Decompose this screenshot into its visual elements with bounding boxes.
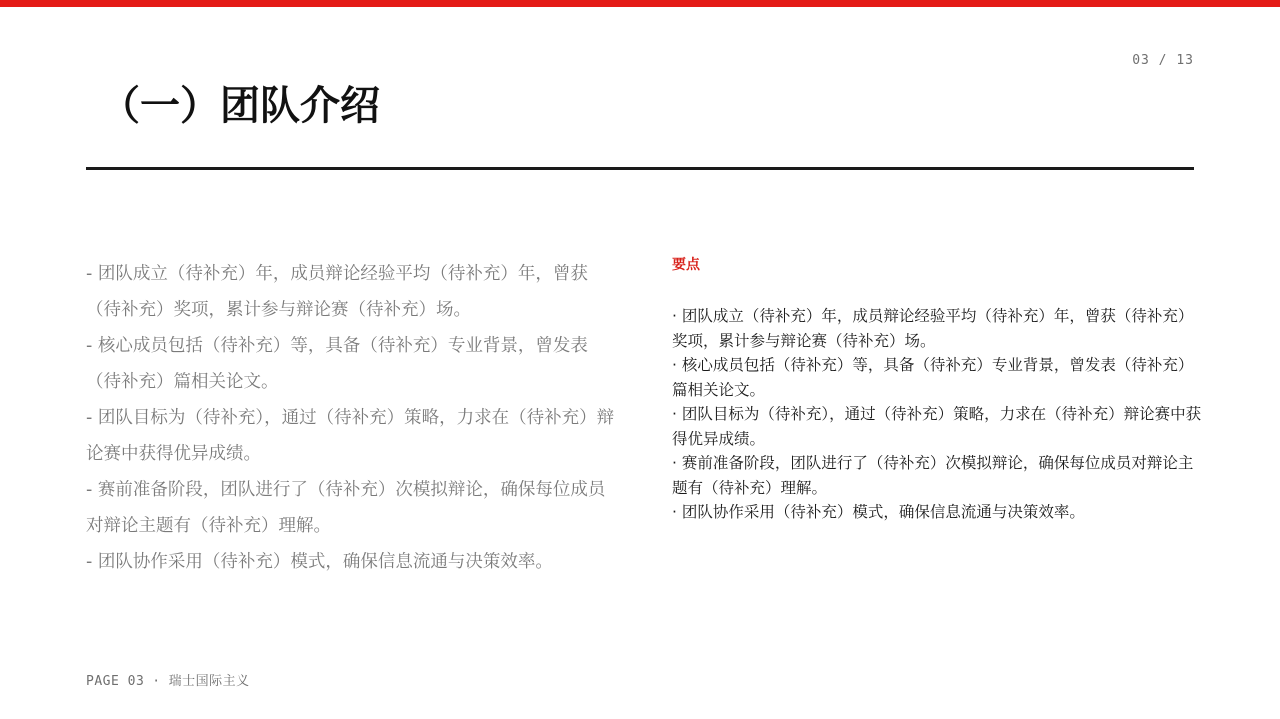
footer-organization: 瑞士国际主义 xyxy=(168,674,250,689)
key-point-item: · 团队目标为（待补充），通过（待补充）策略，力求在（待补充）辩论赛中获得优异成绩。 xyxy=(672,405,1202,448)
key-points-heading: 要点 xyxy=(672,257,700,273)
body-paragraph: - 核心成员包括（待补充）等，具备（待补充）专业背景，曾发表（待补充）篇相关论文。 xyxy=(86,336,588,392)
key-point-item: · 团队协作采用（待补充）模式，确保信息流通与决策效率。 xyxy=(672,503,1085,521)
title-divider xyxy=(86,167,1194,170)
body-paragraph: - 团队成立（待补充）年，成员辩论经验平均（待补充）年，曾获（待补充）奖项，累计参与辩论赛（待补充）场。 xyxy=(86,264,588,320)
body-paragraph: - 赛前准备阶段，团队进行了（待补充）次模拟辩论，确保每位成员对辩论主题有（待补充）理解。 xyxy=(86,480,606,536)
footer-separator: · xyxy=(152,674,161,689)
page-title: （一）团队介绍 xyxy=(100,83,380,129)
key-points-panel xyxy=(672,254,1202,521)
top-accent-bar xyxy=(0,0,1280,7)
slide-counter: 03 / 13 xyxy=(1132,53,1194,68)
footer-page-label: PAGE 03 xyxy=(86,674,145,689)
key-point-item: · 赛前准备阶段，团队进行了（待补充）次模拟辩论，确保每位成员对辩论主题有（待补充）理解。 xyxy=(672,454,1194,497)
slide-footer xyxy=(86,670,250,689)
body-paragraph: - 团队协作采用（待补充）模式，确保信息流通与决策效率。 xyxy=(86,552,553,572)
key-point-item: · 团队成立（待补充）年，成员辩论经验平均（待补充）年，曾获（待补充）奖项，累计参与辩论赛（待补充）场。 xyxy=(672,307,1194,350)
body-paragraph: - 团队目标为（待补充），通过（待补充）策略，力求在（待补充）辩论赛中获得优异成绩。 xyxy=(86,408,615,464)
key-points-list xyxy=(672,304,1202,525)
key-point-item: · 核心成员包括（待补充）等，具备（待补充）专业背景，曾发表（待补充）篇相关论文。 xyxy=(672,356,1194,399)
body-text-column xyxy=(86,256,616,580)
